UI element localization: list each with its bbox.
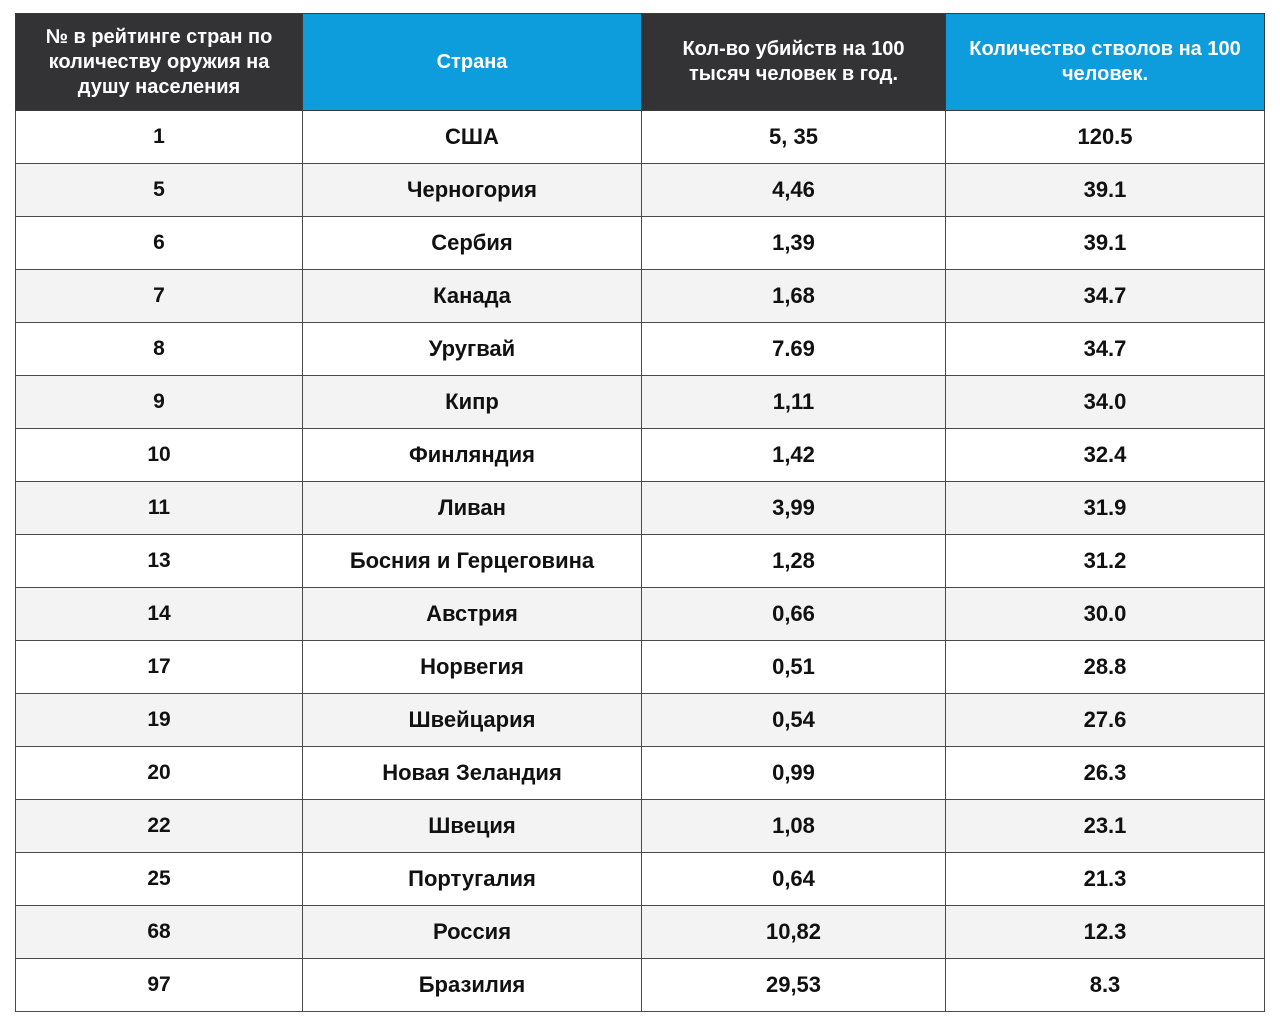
cell-murders: 1,28 [642, 535, 946, 588]
table-row [16, 853, 1265, 906]
cell-country: Россия [303, 906, 642, 959]
cell-murders: 1,68 [642, 270, 946, 323]
cell-guns: 28.8 [946, 641, 1265, 694]
table-row [16, 217, 1265, 270]
cell-rank: 22 [16, 800, 303, 853]
cell-guns: 31.2 [946, 535, 1265, 588]
cell-rank: 17 [16, 641, 303, 694]
cell-guns: 31.9 [946, 482, 1265, 535]
table-row [16, 641, 1265, 694]
cell-murders: 4,46 [642, 164, 946, 217]
cell-murders: 1,08 [642, 800, 946, 853]
cell-country: Норвегия [303, 641, 642, 694]
table-row [16, 164, 1265, 217]
cell-rank: 19 [16, 694, 303, 747]
table-row [16, 588, 1265, 641]
cell-guns: 120.5 [946, 111, 1265, 164]
cell-rank: 68 [16, 906, 303, 959]
cell-guns: 34.7 [946, 270, 1265, 323]
cell-guns: 21.3 [946, 853, 1265, 906]
cell-country: Кипр [303, 376, 642, 429]
table-row [16, 482, 1265, 535]
cell-country: Канада [303, 270, 642, 323]
table-row [16, 959, 1265, 1012]
cell-guns: 27.6 [946, 694, 1265, 747]
cell-guns: 30.0 [946, 588, 1265, 641]
cell-guns: 32.4 [946, 429, 1265, 482]
table-row [16, 323, 1265, 376]
table-row [16, 376, 1265, 429]
header-rank: № в рейтинге стран по количеству оружия на душу населения [16, 14, 303, 111]
header-guns: Количество стволов на 100 человек. [946, 14, 1265, 111]
cell-rank: 97 [16, 959, 303, 1012]
cell-murders: 29,53 [642, 959, 946, 1012]
gun-stats-table-container [15, 13, 1265, 1012]
cell-guns: 8.3 [946, 959, 1265, 1012]
table-body [16, 111, 1265, 1012]
cell-murders: 1,11 [642, 376, 946, 429]
cell-murders: 0,64 [642, 853, 946, 906]
cell-guns: 34.0 [946, 376, 1265, 429]
cell-guns: 39.1 [946, 164, 1265, 217]
cell-country: Бразилия [303, 959, 642, 1012]
table-row [16, 800, 1265, 853]
cell-murders: 0,66 [642, 588, 946, 641]
cell-rank: 10 [16, 429, 303, 482]
cell-country: Черногория [303, 164, 642, 217]
cell-rank: 7 [16, 270, 303, 323]
table-row [16, 270, 1265, 323]
cell-rank: 20 [16, 747, 303, 800]
cell-guns: 34.7 [946, 323, 1265, 376]
cell-rank: 11 [16, 482, 303, 535]
cell-murders: 0,51 [642, 641, 946, 694]
gun-stats-table [15, 13, 1265, 1012]
cell-murders: 7.69 [642, 323, 946, 376]
table-header [16, 14, 1265, 111]
cell-murders: 5, 35 [642, 111, 946, 164]
cell-murders: 1,42 [642, 429, 946, 482]
table-row [16, 694, 1265, 747]
cell-rank: 9 [16, 376, 303, 429]
cell-murders: 0,54 [642, 694, 946, 747]
cell-murders: 10,82 [642, 906, 946, 959]
table-row [16, 535, 1265, 588]
cell-country: Новая Зеландия [303, 747, 642, 800]
cell-country: Ливан [303, 482, 642, 535]
cell-murders: 1,39 [642, 217, 946, 270]
cell-rank: 13 [16, 535, 303, 588]
cell-murders: 3,99 [642, 482, 946, 535]
cell-rank: 25 [16, 853, 303, 906]
cell-country: Финляндия [303, 429, 642, 482]
cell-country: Португалия [303, 853, 642, 906]
cell-country: Швейцария [303, 694, 642, 747]
table-row [16, 906, 1265, 959]
cell-rank: 1 [16, 111, 303, 164]
cell-country: Уругвай [303, 323, 642, 376]
cell-rank: 6 [16, 217, 303, 270]
table-row [16, 111, 1265, 164]
table-row [16, 429, 1265, 482]
cell-guns: 39.1 [946, 217, 1265, 270]
cell-country: США [303, 111, 642, 164]
header-murders: Кол-во убийств на 100 тысяч человек в год. [642, 14, 946, 111]
cell-country: Босния и Герцеговина [303, 535, 642, 588]
cell-country: Австрия [303, 588, 642, 641]
table-row [16, 747, 1265, 800]
cell-country: Швеция [303, 800, 642, 853]
cell-guns: 26.3 [946, 747, 1265, 800]
cell-guns: 12.3 [946, 906, 1265, 959]
cell-rank: 5 [16, 164, 303, 217]
cell-murders: 0,99 [642, 747, 946, 800]
header-row [16, 14, 1265, 111]
cell-country: Сербия [303, 217, 642, 270]
cell-rank: 14 [16, 588, 303, 641]
cell-rank: 8 [16, 323, 303, 376]
cell-guns: 23.1 [946, 800, 1265, 853]
header-country: Страна [303, 14, 642, 111]
